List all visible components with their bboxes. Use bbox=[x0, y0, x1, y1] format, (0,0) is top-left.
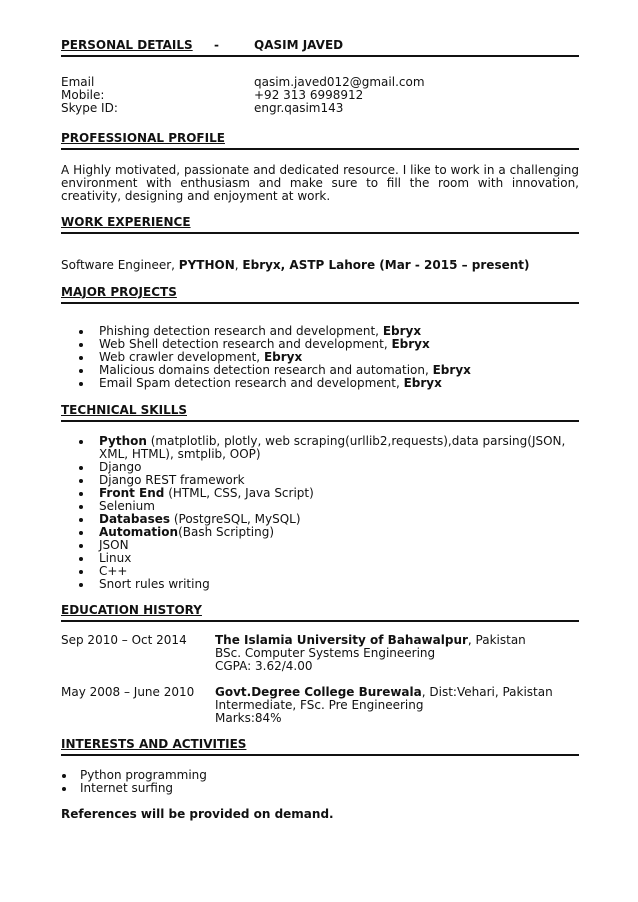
skill-detail: Linux bbox=[99, 551, 132, 565]
list-item bbox=[61, 377, 579, 390]
list-item bbox=[61, 435, 579, 461]
contact-label: Skype ID: bbox=[61, 101, 118, 115]
bullet-icon bbox=[62, 774, 66, 778]
project-company: Ebryx bbox=[391, 337, 430, 351]
bullet-icon bbox=[79, 544, 83, 548]
skill-detail: (matplotlib, plotly, web scraping(urllib2,requests),data parsing(JSON, XML, HTML), smtplib, OOP) bbox=[99, 434, 566, 461]
list-item bbox=[61, 526, 579, 539]
projects-list bbox=[61, 325, 579, 390]
list-item bbox=[61, 539, 579, 552]
technical-skills-heading bbox=[61, 403, 579, 422]
job-company: Ebryx, ASTP Lahore (Mar - 2015 – present) bbox=[242, 258, 530, 272]
bullet-icon bbox=[79, 505, 83, 509]
skills-list bbox=[61, 435, 579, 591]
bullet-icon bbox=[79, 369, 83, 373]
job-technology: PYTHON bbox=[178, 258, 235, 272]
education-detail bbox=[215, 634, 579, 673]
skill-name: Python bbox=[99, 434, 147, 448]
skill-name: Databases bbox=[99, 512, 171, 526]
institution-place: , Dist:Vehari, Pakistan bbox=[421, 685, 553, 699]
bullet-icon bbox=[79, 583, 83, 587]
interest-text: Python programming bbox=[80, 768, 207, 782]
education-date: May 2008 – June 2010 bbox=[61, 685, 195, 699]
contact-block bbox=[61, 76, 579, 115]
grade-line: Marks:84% bbox=[215, 711, 282, 725]
degree-line: BSc. Computer Systems Engineering bbox=[215, 646, 436, 660]
project-text: Phishing detection research and development, bbox=[99, 324, 383, 338]
contact-row-skype bbox=[61, 102, 579, 115]
section-title: INTERESTS AND ACTIVITIES bbox=[61, 737, 247, 751]
job-title: Software Engineer, bbox=[61, 258, 179, 272]
candidate-name: QASIM JAVED bbox=[254, 38, 344, 52]
list-item bbox=[61, 578, 579, 591]
bullet-icon bbox=[79, 557, 83, 561]
interests-heading bbox=[61, 737, 579, 756]
major-projects-heading bbox=[61, 285, 579, 304]
bullet-icon bbox=[79, 356, 83, 360]
project-text: Web Shell detection research and development, bbox=[99, 337, 392, 351]
skill-detail: Django REST framework bbox=[99, 473, 245, 487]
separator-dash: - bbox=[214, 38, 219, 52]
mobile-value: +92 313 6998912 bbox=[254, 88, 364, 102]
skill-name: Front End bbox=[99, 486, 165, 500]
project-text: Web crawler development, bbox=[99, 350, 264, 364]
project-text: Malicious domains detection research and automation, bbox=[99, 363, 433, 377]
skill-detail: JSON bbox=[99, 538, 129, 552]
section-title: MAJOR PROJECTS bbox=[61, 285, 177, 299]
experience-entry bbox=[61, 259, 579, 272]
job-separator: , bbox=[234, 258, 243, 272]
skill-detail: Selenium bbox=[99, 499, 155, 513]
bullet-icon bbox=[79, 343, 83, 347]
section-title: TECHNICAL SKILLS bbox=[61, 403, 187, 417]
professional-profile-heading bbox=[61, 131, 579, 150]
education-history-heading bbox=[61, 603, 579, 622]
bullet-icon bbox=[79, 570, 83, 574]
bullet-icon bbox=[62, 787, 66, 791]
institution-name: The Islamia University of Bahawalpur bbox=[215, 633, 468, 647]
skill-detail: Snort rules writing bbox=[99, 577, 210, 591]
bullet-icon bbox=[79, 479, 83, 483]
contact-label: Mobile: bbox=[61, 88, 105, 102]
bullet-icon bbox=[79, 531, 83, 535]
interest-text: Internet surfing bbox=[80, 781, 174, 795]
education-entry bbox=[61, 686, 579, 725]
project-company: Ebryx bbox=[382, 324, 422, 338]
institution-name: Govt.Degree College Burewala bbox=[215, 685, 422, 699]
section-title: PROFESSIONAL PROFILE bbox=[61, 131, 225, 145]
references-note: References will be provided on demand. bbox=[61, 807, 334, 821]
project-text: Email Spam detection research and development, bbox=[99, 376, 404, 390]
email-value: qasim.javed012@gmail.com bbox=[254, 75, 425, 89]
project-company: Ebryx bbox=[403, 376, 442, 390]
section-title: EDUCATION HISTORY bbox=[61, 603, 202, 617]
work-experience-heading bbox=[61, 215, 579, 234]
bullet-icon bbox=[79, 440, 83, 444]
skill-detail: (Bash Scripting) bbox=[178, 525, 275, 539]
bullet-icon bbox=[79, 492, 83, 496]
bullet-icon bbox=[79, 518, 83, 522]
skill-detail: C++ bbox=[99, 564, 128, 578]
section-title: PERSONAL DETAILS bbox=[61, 38, 193, 52]
bullet-icon bbox=[79, 330, 83, 334]
contact-label: Email bbox=[61, 75, 95, 89]
education-entry bbox=[61, 634, 579, 673]
list-item bbox=[61, 782, 579, 795]
bullet-icon bbox=[79, 466, 83, 470]
skype-value: engr.qasim143 bbox=[254, 101, 344, 115]
resume-page bbox=[61, 38, 579, 821]
bullet-icon bbox=[79, 382, 83, 386]
skill-detail: Django bbox=[99, 460, 142, 474]
institution-place: , Pakistan bbox=[467, 633, 526, 647]
list-item bbox=[61, 552, 579, 565]
section-title: WORK EXPERIENCE bbox=[61, 215, 191, 229]
skill-detail: (PostgreSQL, MySQL) bbox=[170, 512, 301, 526]
education-date: Sep 2010 – Oct 2014 bbox=[61, 633, 187, 647]
personal-details-heading bbox=[61, 38, 579, 57]
grade-line: CGPA: 3.62/4.00 bbox=[215, 659, 313, 673]
profile-paragraph: A Highly motivated, passionate and dedicated resource. I like to work in a challenging environment with enthusiasm and make sure to fill the room with innovation, creativity, designing and enjoyment at work. bbox=[61, 163, 579, 203]
skill-detail: (HTML, CSS, Java Script) bbox=[164, 486, 314, 500]
degree-line: Intermediate, FSc. Pre Engineering bbox=[215, 698, 424, 712]
education-detail bbox=[215, 686, 579, 725]
skill-name: Automation bbox=[99, 525, 179, 539]
project-company: Ebryx bbox=[432, 363, 471, 377]
project-company: Ebryx bbox=[263, 350, 303, 364]
interests-list bbox=[61, 769, 579, 795]
